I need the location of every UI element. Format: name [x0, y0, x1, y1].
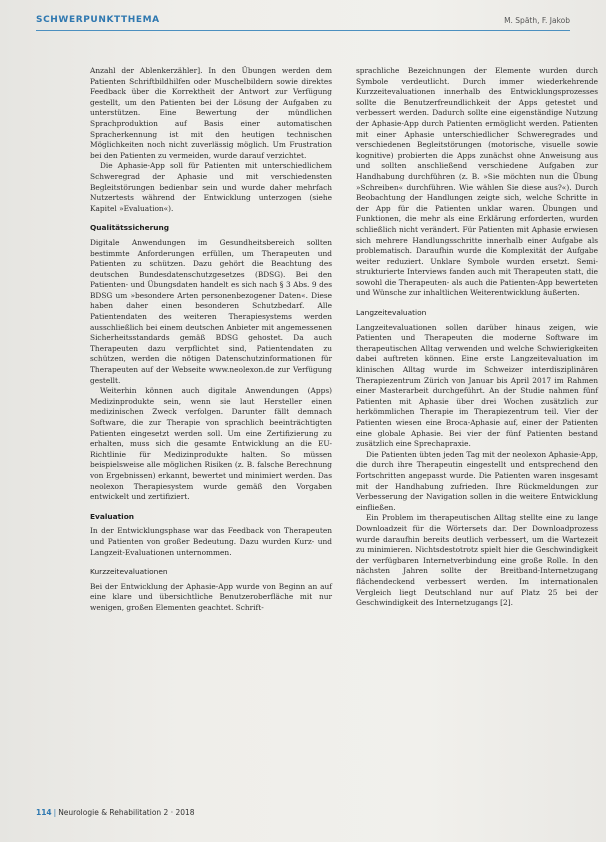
footer-separator: |	[53, 808, 57, 817]
heading-evaluation: Evaluation	[90, 511, 135, 521]
page-number: 114	[36, 808, 52, 817]
paragraph: Langzeitevaluationen sollen darüber hinaus zeigen, wie Patienten und Therapeuten die moderne Software im therapeutischen Alltag verwenden und welche Schwierigkeiten dabei auftreten können. Eine erste Langzeitevaluation im klinischen Alltag wurde im Schweizer interdisziplinären Therapiezentrum Zürich von Januar bis April 2017 im Rahmen einer Masterarbeit durchgeführt. An der Studie nahmen fünf Patienten mit Aphasie über drei Wochen zusätzlich zur herkömmlichen Therapie im Therapiezentrum teil. Vier der Patienten wiesen eine Broca-Aphasie auf, einer der Patienten eine globale Aphasie. Bei vier der fünf Patienten bestand zusätzlich eine Sprechapraxie.	[356, 322, 598, 449]
subheading-short-evaluation: Kurzzeitevaluationen	[90, 567, 168, 577]
paragraph: Die Aphasie-App soll für Patienten mit unterschiedlichem Schweregrad der Aphasie und mit verschiedensten Begleitstörungen bedienbar sein und wurde daher mehrfach Nutzertests während der Entwicklung unterzogen (siehe Kapitel »Evaluation«).	[90, 161, 332, 213]
page-footer	[36, 808, 195, 817]
page-header	[36, 14, 570, 31]
right-column	[356, 66, 598, 609]
running-authors: M. Späth, F. Jakob	[504, 16, 570, 25]
paragraph: Bei der Entwicklung der Aphasie-App wurde von Beginn an auf eine klare und übersichtliche Benutzeroberfläche mit nur wenigen, großen Elementen geachtet. Schrift-	[90, 581, 332, 612]
paragraph: sprachliche Bezeichnungen der Elemente wurden durch Symbole verdeutlicht. Durch immer wiederkehrende Kurzzeitevaluationen innerhalb des Entwicklungsprozesses sollte die Benutzerfreundlichkeit der Apps getestet und verbessert werden. Dadurch sollte eine eigenständige Nutzung der Aphasie-App durch Patienten ermöglicht werden. Patienten mit einer Aphasie unterschiedlicher Schweregrades und verschiedenen Begleitstörungen (motorische, visuelle sowie kognitive) probierten die Apps zunächst ohne Anweisung aus und sollten anschließend verschiedene Aufgaben zur Handhabung durchführen (z. B. »Sie möchten nun die Übung »Schreiben« durchführen. Wie wählen Sie diese aus?«). Durch Beobachtung der Handlungen zeigte sich, welche Schritte in der App für die Patienten unklar waren. Übungen und Funktionen, die mehr als eine Erklärung erforderten, wurden schließlich nicht verändert. Für Patienten mit Aphasie erwiesen sich mehrere Handlungsschritte innerhalb einer Aufgabe als problematisch. Daraufhin wurde die Komplexität der Aufgabe weiter reduziert. Unklare Symbole wurden ersetzt. Semi-strukturierte Interviews fanden auch mit Therapeuten statt, die sowohl die Therapeuten- als auch die Patienten-App bewerteten und Wünsche zur inhaltlichen Weiterentwicklung äußerten.	[356, 66, 598, 298]
paragraph: In der Entwicklungsphase war das Feedback von Therapeuten und Patienten von großer Bedeutung. Dazu wurden Kurz- und Langzeit-Evaluationen unternommen.	[90, 526, 332, 557]
paragraph: Die Patienten übten jeden Tag mit der neolexon Aphasie-App, die durch ihre Therapeutin eingestellt und entsprechend den Fortschritten angepasst wurde. Die Patienten waren insgesamt mit der Handhabung zufrieden. Ihre Rückmeldungen zur Verbesserung der Navigation sollen in die weitere Entwicklung einfließen.	[356, 449, 598, 512]
heading-quality: Qualitätssicherung	[90, 223, 170, 233]
subheading-long-evaluation: Langzeitevaluation	[356, 308, 427, 318]
paragraph: Ein Problem im therapeutischen Alltag stellte eine zu lange Downloadzeit für die Wörtersets dar. Der Downloadprozess wurde daraufhin bereits deutlich verbessert, um die Wartezeit zu minimieren. Nichtsdestotrotz spielt hier die Geschwindigkeit der verfügbaren Internetverbindung eine große Rolle. In den nächsten Jahren sollte der Breitband-Internetzugang flächendeckend verbessert werden. Im internationalen Vergleich liegt Deutschland nur auf Platz 25 bei der Geschwindigkeit des Internetzugangs [2].	[356, 513, 598, 608]
left-column	[90, 66, 332, 614]
journal-name: Neurologie & Rehabilitation 2 · 2018	[58, 808, 195, 817]
section-title: SCHWERPUNKTTHEMA	[36, 15, 160, 25]
paragraph: Digitale Anwendungen im Gesundheitsbereich sollten bestimmte Anforderungen erfüllen, um Therapeuten und Patienten zu schützen. Dazu gehört die Beachtung des deutschen Bundesdatenschutzgesetzes (BDSG). Bei den Patienten- und Übungsdaten handelt es sich nach § 3 Abs. 9 des BDSG um »besondere Arten personenbezogener Daten«. Diese haben daher einen besonderen Schutzbedarf. Alle Patientendaten des weiteren Therapiesystems werden ausschließlich bei einem deutschen Anbieter mit angemessenen Sicherheitsstandards gemäß BDSG gehostet. Da auch Therapeuten dazu verpflichtet sind, Patientendaten zu schützen, werden die nötigen Datenschutzinformationen für Therapeuten auf der Webseite www.neolexon.de zur Verfügung gestellt.	[90, 237, 332, 385]
paragraph: Weiterhin können auch digitale Anwendungen (Apps) Medizinprodukte sein, wenn sie laut Hersteller einen medizinischen Zweck verfolgen. Darunter fällt demnach Software, die zur Therapie von sprachlich beeinträchtigten Patienten eingesetzt werden soll. Um eine Zertifizierung zu erhalten, muss sich die gesamte Entwicklung an die EU-Richtlinie für Medizinprodukte halten. So müssen beispielsweise alle möglichen Risiken (z. B. falsche Berechnung von Ergebnissen) erkannt, bewertet und minimiert werden. Das neolexon Therapiesystem wurde gemäß den Vorgaben entwickelt und zertifiziert.	[90, 386, 332, 502]
paragraph: Anzahl der Ablenkerzähler]. In den Übungen werden dem Patienten Schriftbildhilfen oder Muschelbildern sowie direktes Feedback über die Korrektheit der Antwort zur Verfügung gestellt, um den Patienten bei der Lösung der Aufgaben zu unterstützen. Eine Bewertung der mündlichen Sprachproduktion auf Basis einer automatischen Spracherkennung ist mit den heutigen technischen Möglichkeiten noch nicht zuverlässig möglich. Um Frustration bei den Patienten zu vermeiden, wurde darauf verzichtet.	[90, 66, 332, 160]
